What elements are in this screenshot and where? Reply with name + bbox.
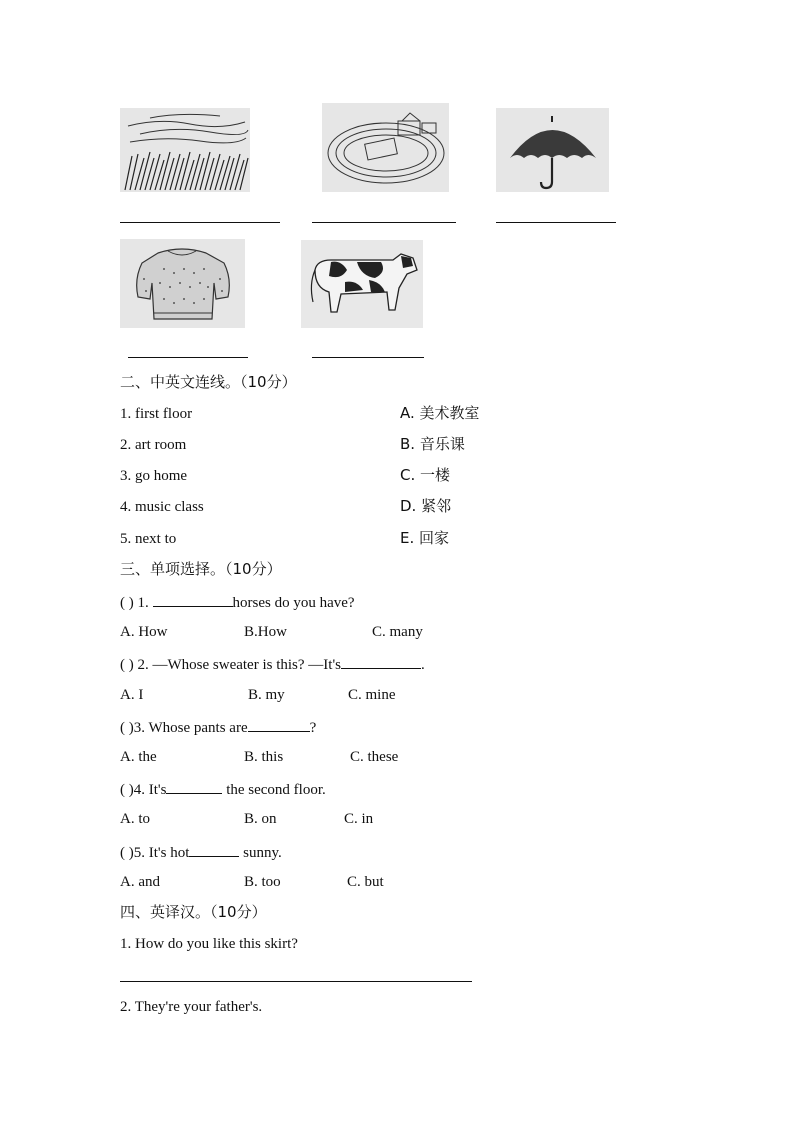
- q2-option-b[interactable]: B. my: [248, 687, 285, 703]
- fill-blank-q2[interactable]: [341, 654, 421, 669]
- translate-item-1: 1. How do you like this skirt?: [120, 936, 298, 952]
- question-1: ( ) 1. horses do you have?: [120, 592, 355, 612]
- answer-blank-5[interactable]: [312, 357, 424, 358]
- answer-paren-1[interactable]: ( ): [120, 595, 134, 611]
- umbrella-picture: [496, 108, 609, 192]
- q4-option-c[interactable]: C. in: [344, 811, 374, 827]
- answer-paren-2[interactable]: ( ): [120, 657, 134, 673]
- q3-option-c[interactable]: C. these: [350, 749, 399, 765]
- answer-paren-5[interactable]: ( ): [120, 845, 134, 861]
- translate-answer-line-1[interactable]: [120, 981, 472, 982]
- question-2: ( ) 2. —Whose sweater is this? —It's .: [120, 654, 425, 674]
- q5-option-b[interactable]: B. too: [244, 874, 281, 890]
- windy-grass-picture: [120, 108, 250, 192]
- answer-paren-3[interactable]: ( ): [120, 720, 134, 736]
- q1-option-a[interactable]: A. How: [120, 624, 168, 640]
- umbrella-icon: [496, 108, 609, 192]
- answer-blank-4[interactable]: [128, 357, 248, 358]
- match-left-4: 4. music class: [120, 499, 204, 515]
- q2-option-a[interactable]: A. I: [120, 687, 144, 703]
- cow-picture: [301, 240, 423, 328]
- q3-option-a[interactable]: A. the: [120, 749, 157, 765]
- q1-option-b[interactable]: B.How: [244, 624, 287, 640]
- match-left-1: 1. first floor: [120, 406, 193, 422]
- q4-option-a[interactable]: A. to: [120, 811, 150, 827]
- sweater-picture: [120, 239, 245, 328]
- match-right-a: A. 美术教室: [400, 404, 480, 422]
- q1-option-c[interactable]: C. many: [372, 624, 423, 640]
- question-3: ( )3. Whose pants are ?: [120, 717, 316, 737]
- match-right-c: C. 一楼: [400, 466, 451, 484]
- q2-option-c[interactable]: C. mine: [348, 687, 396, 703]
- section3-title: 三、单项选择。（10分）: [120, 560, 282, 578]
- answer-paren-4[interactable]: ( ): [120, 782, 134, 798]
- fill-blank-q1[interactable]: [153, 592, 233, 607]
- cow-icon: [301, 240, 423, 328]
- answer-blank-1[interactable]: [120, 222, 280, 223]
- fill-blank-q3[interactable]: [248, 717, 310, 732]
- q4-option-b[interactable]: B. on: [244, 811, 277, 827]
- translate-item-2: 2. They're your father's.: [120, 999, 263, 1015]
- fill-blank-q4[interactable]: [166, 779, 222, 794]
- match-left-2: 2. art room: [120, 437, 187, 453]
- sweater-icon: [120, 239, 245, 328]
- playground-picture: [322, 103, 449, 192]
- section4-title: 四、英译汉。（10分）: [120, 903, 267, 921]
- match-right-e: E. 回家: [400, 529, 450, 547]
- match-left-5: 5. next to: [120, 531, 177, 547]
- answer-blank-3[interactable]: [496, 222, 616, 223]
- answer-blank-2[interactable]: [312, 222, 456, 223]
- match-right-b: B. 音乐课: [400, 435, 465, 453]
- section2-title: 二、中英文连线。（10分）: [120, 373, 297, 391]
- match-right-d: D. 紧邻: [400, 497, 452, 515]
- q3-option-b[interactable]: B. this: [244, 749, 284, 765]
- question-4: ( )4. It's the second floor.: [120, 779, 326, 799]
- question-5: ( )5. It's hot sunny.: [120, 842, 282, 862]
- windy-grass-icon: [120, 108, 250, 192]
- q5-option-a[interactable]: A. and: [120, 874, 160, 890]
- q5-option-c[interactable]: C. but: [347, 874, 384, 890]
- playground-track-icon: [322, 103, 449, 192]
- fill-blank-q5[interactable]: [189, 842, 239, 857]
- match-left-3: 3. go home: [120, 468, 188, 484]
